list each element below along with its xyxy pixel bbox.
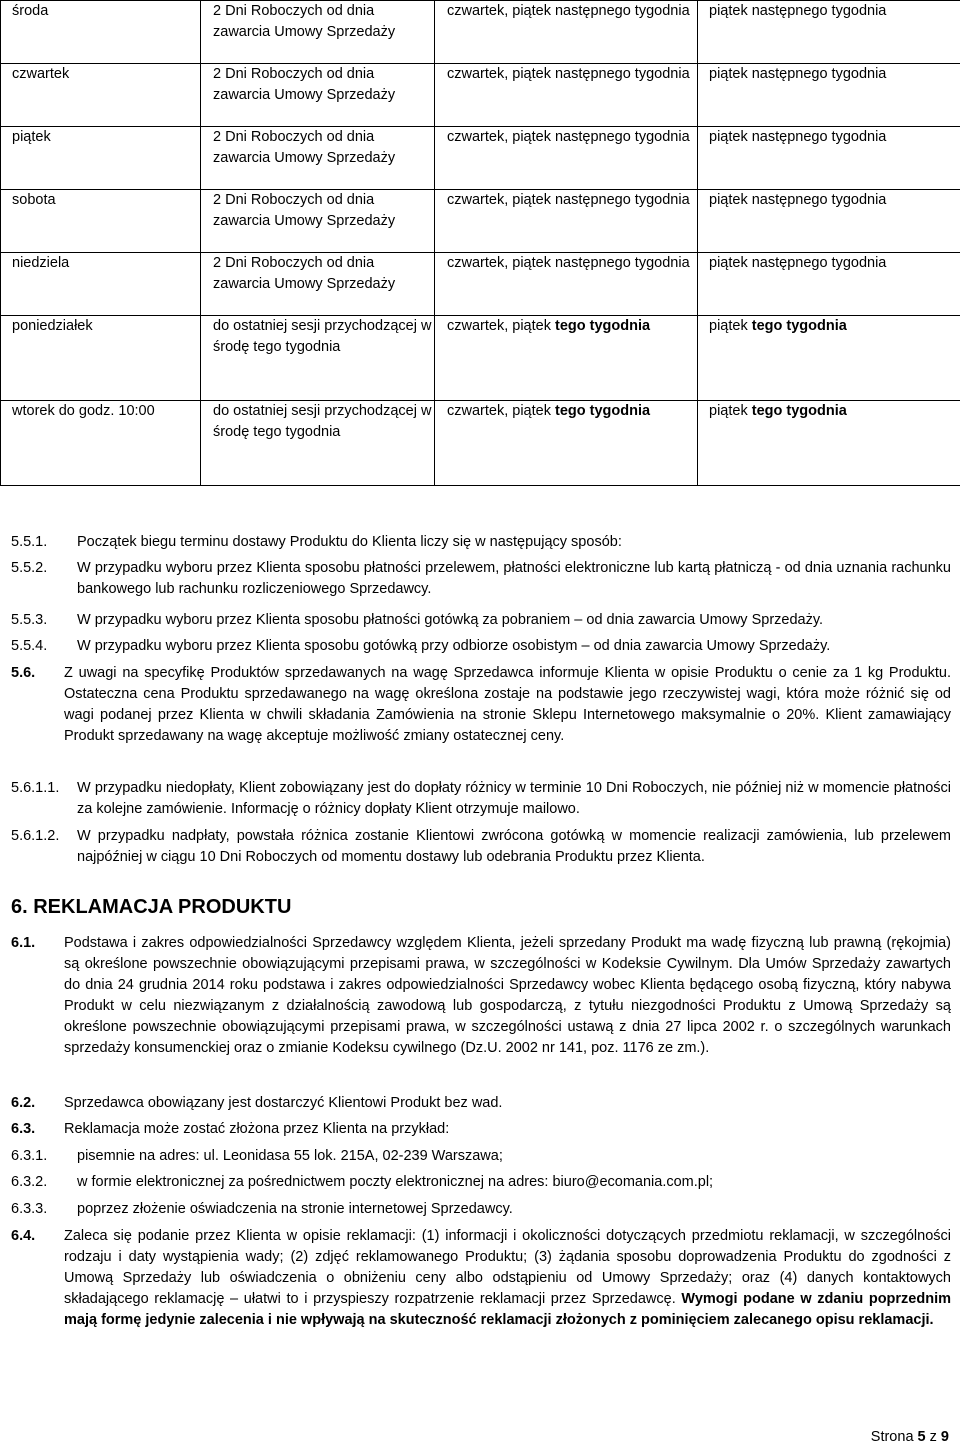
delivery-schedule-table (0, 0, 960, 486)
cell-delivery-b: piątek następnego tygodnia (698, 127, 960, 190)
table-row (1, 253, 960, 316)
cell-order-deadline: 2 Dni Roboczych od dnia zawarcia Umowy Sprzedaży (201, 64, 435, 127)
cell-day: niedziela (1, 253, 201, 316)
cell-delivery-b (698, 401, 960, 486)
cell-order-deadline: 2 Dni Roboczych od dnia zawarcia Umowy Sprzedaży (201, 190, 435, 253)
section-text: pisemnie na adres: ul. Leonidasa 55 lok. 215A, 02-239 Warszawa; (77, 1146, 951, 1167)
cell-delivery-a: czwartek, piątek następnego tygodnia (435, 253, 698, 316)
cell-order-deadline: 2 Dni Roboczych od dnia zawarcia Umowy Sprzedaży (201, 253, 435, 316)
section-text: poprzez złożenie oświadczenia na stronie internetowej Sprzedawcy. (77, 1199, 951, 1220)
page-footer (871, 1427, 949, 1448)
section-number: 5.5.3. (11, 610, 47, 631)
cell-delivery-a: czwartek, piątek następnego tygodnia (435, 127, 698, 190)
cell-day: środa (1, 1, 201, 64)
section-text: W przypadku nadpłaty, powstała różnica zostanie Klientowi zwrócona gotówką w momencie realizacji zamówienia, lub przelewem najpóźniej w ciągu 10 Dni Roboczych od momentu dostawy lub odebrania Produktu przez Klienta. (77, 826, 951, 868)
section-5-5-1 (11, 532, 951, 553)
section-text: Reklamacja może zostać złożona przez Klienta na przykład: (64, 1119, 951, 1140)
cell-order-deadline: 2 Dni Roboczych od dnia zawarcia Umowy Sprzedaży (201, 127, 435, 190)
total-pages: 9 (941, 1429, 949, 1445)
cell-order-deadline: do ostatniej sesji przychodzącej w środę tego tygodnia (201, 401, 435, 486)
section-5-6-1-1 (11, 778, 951, 820)
section-text: Podstawa i zakres odpowiedzialności Sprzedawcy względem Klienta, jeżeli sprzedany Produkt ma wadę fizyczną lub prawną (rękojmia) są określone powszechnie obowiązującymi przepisami prawa, w szczególności w Kodeksie Cywilnym. Dla Umów Sprzedaży zawartych do dnia 24 grudnia 2014 roku podstawa i zakres odpowiedzialności Sprzedawcy wobec Klienta będącego osobą fizyczną, który nabywa Produkt w celu niezwiązanym z działalnością zawodową lub gospodarczą, z tytułu niezgodności Produktu z Umową Sprzedaży są określone powszechnie obowiązującymi przepisami prawa, w szczególności ustawą z dnia 27 lipca 2002 r. o szczególnych warunkach sprzedaży konsumenckiej oraz o zmianie Kodeksu cywilnego (Dz.U. 2002 nr 141, poz. 1176 ze zm.). (64, 933, 951, 1059)
section-text: Z uwagi na specyfikę Produktów sprzedawanych na wagę Sprzedawca informuje Klienta w opisie Produktu o cenie za 1 kg Produktu. Ostateczna cena Produktu sprzedawanego na wagę określona zostaje na podstawie jego rzeczywistej wagi, która może różnić się od wagi podanej przez Klienta w chwili składania Zamówienia na stronie Sklepu Internetowego maksymalnie o 20%. Klient zamawiający Produkt sprzedawany na wagę akceptuje możliwość zmiany ostatecznej ceny. (64, 663, 951, 747)
section-number: 6.3.2. (11, 1172, 47, 1193)
section-number: 5.5.4. (11, 636, 47, 657)
section-text-content: W przypadku niedopłaty, Klient zobowiązany jest do dopłaty różnicy w terminie 10 Dni Roboczych, nie później niż w momencie płatności za kolejne zamówienie. Informację o różnicy dopłaty Klient otrzymuje mailowo. (77, 780, 951, 817)
section-6-3-1 (11, 1146, 951, 1167)
section-6-1 (11, 933, 951, 1059)
section-6-3 (11, 1119, 951, 1140)
cell-delivery-a (435, 316, 698, 401)
cell-day: czwartek (1, 64, 201, 127)
section-5-6 (11, 663, 951, 747)
section-number: 6.3.1. (11, 1146, 47, 1167)
cell-delivery-a: czwartek, piątek następnego tygodnia (435, 190, 698, 253)
table-row (1, 64, 960, 127)
cell-delivery-b (698, 316, 960, 401)
section-number: 6.4. (11, 1226, 35, 1247)
cell-text: czwartek, piątek (447, 403, 555, 419)
section-6-2 (11, 1093, 951, 1114)
cell-delivery-b: piątek następnego tygodnia (698, 253, 960, 316)
table-row (1, 401, 960, 486)
cell-delivery-a: czwartek, piątek następnego tygodnia (435, 1, 698, 64)
table-row (1, 127, 960, 190)
table-row (1, 316, 960, 401)
cell-day: poniedziałek (1, 316, 201, 401)
section-number: 5.6. (11, 663, 35, 684)
section-text-content: Zaleca się podanie przez Klienta w opisie reklamacji: (1) informacji i okoliczności dotyczących przedmiotu reklamacji, w szczególności rodzaju i daty wystąpienia wady; (2) zdjęć reklamowanego Produktu; (3) żądania sposobu doprowadzenia Produktu do zgodności z Umową Sprzedaży lub oświadczenia o obniżeniu ceny albo odstąpieniu od Umowy Sprzedaży; oraz (4) danych kontaktowych składającego reklamację – ułatwi to i przyspieszy rozpatrzenie reklamacji przez Sprzedawcę. (64, 1228, 951, 1307)
cell-text-bold: tego tygodnia (555, 403, 650, 419)
section-number: 6.2. (11, 1093, 35, 1114)
cell-text: czwartek, piątek (447, 318, 555, 334)
section-5-5-2 (11, 558, 951, 600)
section-text: W przypadku wyboru przez Klienta sposobu płatności przelewem, płatności elektroniczne lub kartą płatniczą - od dnia uznania rachunku bankowego lub rachunku rozliczeniowego Sprzedawcy. (77, 558, 951, 600)
section-text: Początek biegu terminu dostawy Produktu do Klienta liczy się w następujący sposób: (77, 532, 951, 553)
section-heading: 6. REKLAMACJA PRODUKTU (11, 894, 291, 920)
table-row (1, 1, 960, 64)
cell-delivery-b: piątek następnego tygodnia (698, 190, 960, 253)
section-number: 6.3. (11, 1119, 35, 1140)
cell-order-deadline: 2 Dni Roboczych od dnia zawarcia Umowy Sprzedaży (201, 1, 435, 64)
section-5-5-4 (11, 636, 951, 657)
section-6-4 (11, 1226, 951, 1331)
section-number: 5.6.1.2. (11, 826, 59, 847)
section-text-bold: Wymogi podane w zdaniu poprzednim mają formę jedynie zalecenia i nie wpływają na skuteczność reklamacji złożonych z pominięciem zalecanego opisu reklamacji. (64, 1291, 951, 1328)
section-5-6-1-2 (11, 826, 951, 868)
table-row (1, 190, 960, 253)
section-number: 5.6.1.1. (11, 778, 59, 799)
page-label: Strona (871, 1429, 918, 1445)
section-number: 6.1. (11, 933, 35, 954)
section-number: 6.3.3. (11, 1199, 47, 1220)
cell-delivery-a: czwartek, piątek następnego tygodnia (435, 64, 698, 127)
section-text: W przypadku wyboru przez Klienta sposobu gotówką przy odbiorze osobistym – od dnia zawarcia Umowy Sprzedaży. (77, 636, 951, 657)
page-separator: z (926, 1429, 941, 1445)
cell-day: sobota (1, 190, 201, 253)
cell-day: piątek (1, 127, 201, 190)
cell-text-bold: tego tygodnia (555, 318, 650, 334)
section-text: w formie elektronicznej za pośrednictwem poczty elektronicznej na adres: biuro@ecomania.com.pl; (77, 1172, 951, 1193)
section-text (77, 778, 951, 820)
cell-delivery-b: piątek następnego tygodnia (698, 1, 960, 64)
cell-text: piątek (709, 403, 752, 419)
section-text: Sprzedawca obowiązany jest dostarczyć Klientowi Produkt bez wad. (64, 1093, 951, 1114)
section-6-3-3 (11, 1199, 951, 1220)
section-number: 5.5.1. (11, 532, 47, 553)
cell-text: piątek (709, 318, 752, 334)
cell-text-bold: tego tygodnia (752, 318, 847, 334)
current-page: 5 (918, 1429, 926, 1445)
section-text: W przypadku wyboru przez Klienta sposobu płatności gotówką za pobraniem – od dnia zawarcia Umowy Sprzedaży. (77, 610, 951, 631)
cell-text-bold: tego tygodnia (752, 403, 847, 419)
section-5-5-3 (11, 610, 951, 631)
cell-delivery-a (435, 401, 698, 486)
section-text (64, 1226, 951, 1331)
cell-order-deadline: do ostatniej sesji przychodzącej w środę tego tygodnia (201, 316, 435, 401)
section-6-3-2 (11, 1172, 951, 1193)
cell-day: wtorek do godz. 10:00 (1, 401, 201, 486)
section-number: 5.5.2. (11, 558, 47, 579)
cell-delivery-b: piątek następnego tygodnia (698, 64, 960, 127)
